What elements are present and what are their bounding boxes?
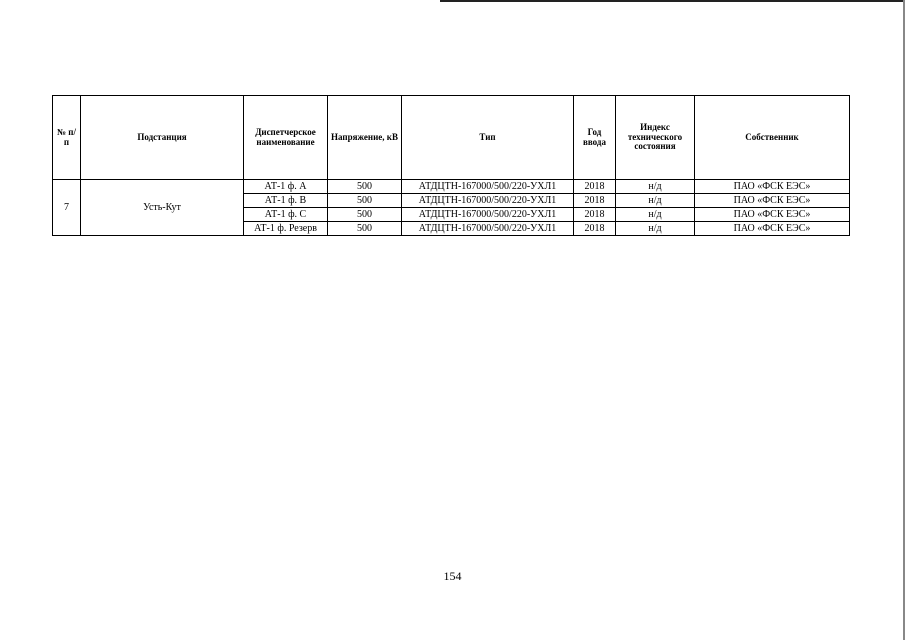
page-number: 154	[443, 569, 462, 583]
table-row	[53, 180, 850, 194]
header-owner: Собственник	[695, 96, 850, 180]
cell-type: АТДЦТН-167000/500/220-УХЛ1	[402, 194, 574, 208]
cell-type: АТДЦТН-167000/500/220-УХЛ1	[402, 180, 574, 194]
cell-condition-index: н/д	[616, 180, 695, 194]
header-dispatch-name: Диспетчерское наименование	[244, 96, 328, 180]
cell-type: АТДЦТН-167000/500/220-УХЛ1	[402, 222, 574, 236]
cell-voltage: 500	[328, 222, 402, 236]
cell-voltage: 500	[328, 208, 402, 222]
cell-dispatch-name: АТ-1 ф. Резерв	[244, 222, 328, 236]
header-condition-index: Индекс технического состояния	[616, 96, 695, 180]
cell-condition-index: н/д	[616, 194, 695, 208]
cell-substation: Усть-Кут	[81, 180, 244, 236]
cell-year: 2018	[574, 222, 616, 236]
header-num: № п/п	[53, 96, 81, 180]
cell-year: 2018	[574, 194, 616, 208]
cell-dispatch-name: АТ-1 ф. А	[244, 180, 328, 194]
cell-owner: ПАО «ФСК ЕЭС»	[695, 208, 850, 222]
cell-condition-index: н/д	[616, 208, 695, 222]
cell-num: 7	[53, 180, 81, 236]
cell-owner: ПАО «ФСК ЕЭС»	[695, 194, 850, 208]
cell-owner: ПАО «ФСК ЕЭС»	[695, 222, 850, 236]
header-voltage: Напряжение, кВ	[328, 96, 402, 180]
cell-year: 2018	[574, 208, 616, 222]
cell-dispatch-name: АТ-1 ф. С	[244, 208, 328, 222]
cell-condition-index: н/д	[616, 222, 695, 236]
header-type: Тип	[402, 96, 574, 180]
header-substation: Подстанция	[81, 96, 244, 180]
cell-voltage: 500	[328, 194, 402, 208]
cell-year: 2018	[574, 180, 616, 194]
cell-dispatch-name: АТ-1 ф. В	[244, 194, 328, 208]
cell-voltage: 500	[328, 180, 402, 194]
top-border-line	[440, 0, 905, 2]
cell-owner: ПАО «ФСК ЕЭС»	[695, 180, 850, 194]
table-header-row	[53, 96, 850, 180]
header-year: Год ввода	[574, 96, 616, 180]
cell-type: АТДЦТН-167000/500/220-УХЛ1	[402, 208, 574, 222]
substation-table	[52, 95, 850, 236]
